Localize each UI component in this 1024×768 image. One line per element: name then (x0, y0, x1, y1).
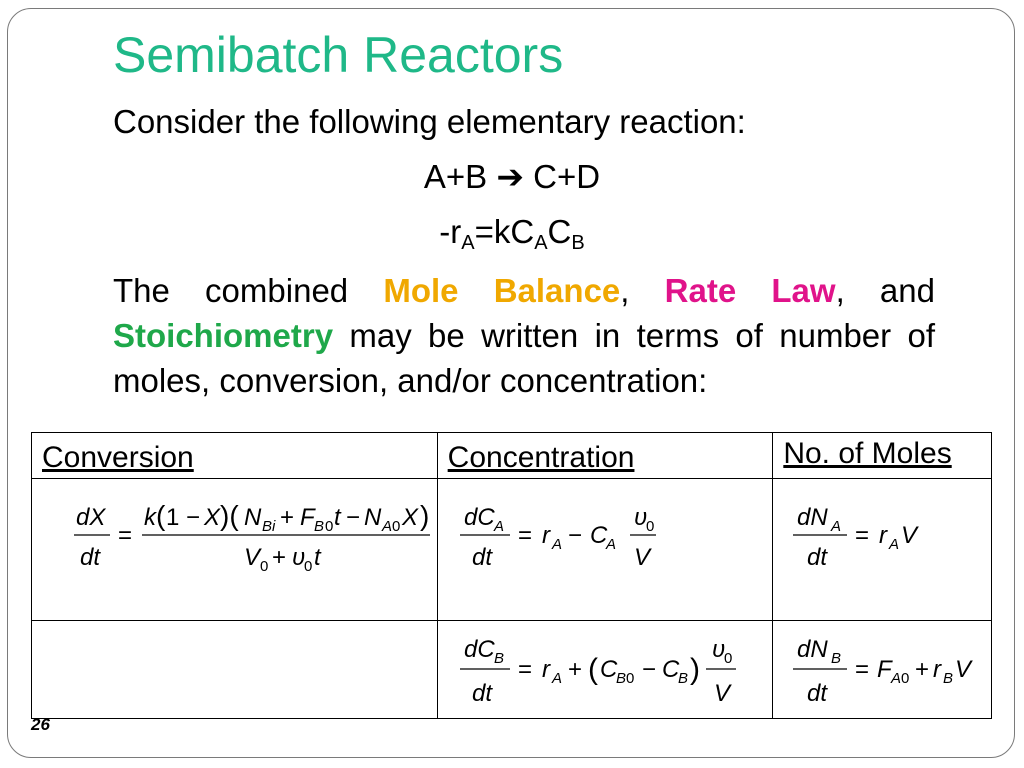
svg-text:A: A (889, 536, 900, 553)
svg-text:V: V (901, 522, 918, 549)
svg-text:C: C (661, 656, 679, 683)
svg-text:+: + (280, 504, 295, 531)
svg-text:dt: dt (80, 544, 101, 571)
svg-text:0: 0 (901, 670, 910, 687)
svg-text:)(: )( (220, 500, 239, 531)
svg-text:r: r (541, 522, 550, 549)
svg-text:A: A (605, 536, 616, 553)
svg-text:dt: dt (471, 680, 492, 707)
svg-text:υ: υ (292, 544, 306, 571)
rate-law-equation: $-r_A=kC_AC_B$ (439, 213, 585, 254)
svg-text:V: V (633, 544, 650, 571)
svg-text:F: F (877, 656, 892, 683)
svg-text:A: A (891, 670, 902, 687)
svg-text:B: B (314, 518, 325, 535)
moles-b-equation (773, 621, 990, 713)
concentration-b-equation (438, 621, 772, 713)
reaction-equation: A+B ➔ C+D (423, 158, 601, 195)
svg-text:=: = (118, 522, 133, 549)
svg-text:B: B (493, 650, 504, 667)
concentration-a-equation (438, 479, 772, 615)
svg-text:r: r (879, 522, 888, 549)
stoichiometry-keyword: Stoichiometry (113, 317, 334, 354)
svg-text:r: r (541, 656, 550, 683)
svg-text:−: − (567, 522, 582, 549)
equations-table (31, 432, 992, 719)
svg-text:0: 0 (625, 670, 634, 687)
description-paragraph: The combined Mole Balance, Rate Law, and Stoichiometry may be written in terms of number of moles, conversion, and/or concentration: (113, 272, 935, 399)
svg-text:0: 0 (392, 518, 401, 535)
svg-text:=: = (517, 522, 532, 549)
svg-text:): ) (689, 653, 700, 686)
svg-text:X: X (402, 504, 419, 531)
svg-text:−: − (346, 504, 361, 531)
svg-text:t: t (334, 504, 341, 531)
svg-text:V: V (713, 680, 730, 707)
header-concentration: Concentration (437, 433, 773, 479)
svg-text:dC: dC (463, 504, 495, 531)
svg-text:C: C (599, 656, 617, 683)
svg-text:(: ( (156, 500, 166, 531)
svg-text:0: 0 (260, 558, 269, 575)
svg-text:=: = (517, 656, 532, 683)
empty-cell (32, 621, 438, 719)
moles-a-equation-cell (773, 479, 992, 621)
svg-text:0: 0 (304, 558, 313, 575)
svg-text:B: B (943, 670, 954, 687)
svg-text:dt: dt (807, 680, 828, 707)
svg-text:): ) (420, 500, 430, 531)
page-number: 26 (31, 715, 50, 734)
svg-text:V: V (955, 656, 972, 683)
svg-text:dN: dN (797, 504, 828, 531)
rate-law-keyword: Rate Law (664, 272, 836, 309)
svg-text:=: = (855, 656, 870, 683)
svg-text:dN: dN (797, 636, 828, 663)
svg-text:A: A (493, 518, 504, 535)
svg-text:A: A (551, 670, 562, 687)
intro-text: Consider the following elementary reaction: (113, 103, 746, 140)
svg-text:−: − (641, 656, 656, 683)
svg-text:A: A (382, 518, 393, 535)
svg-text:dX: dX (76, 504, 106, 531)
svg-text:F: F (300, 504, 315, 531)
svg-text:V: V (244, 544, 261, 571)
svg-text:=: = (855, 522, 870, 549)
svg-text:0: 0 (645, 518, 654, 535)
moles-a-equation (773, 479, 990, 615)
moles-b-equation-cell (773, 621, 992, 719)
svg-text:A: A (551, 536, 562, 553)
svg-text:(: ( (587, 653, 598, 686)
svg-text:dt: dt (471, 544, 492, 571)
svg-text:N: N (364, 504, 382, 531)
svg-text:dC: dC (463, 636, 495, 663)
svg-text:0: 0 (723, 650, 732, 667)
svg-text:+: + (567, 656, 582, 683)
svg-text:0: 0 (325, 518, 334, 535)
svg-text:υ: υ (633, 504, 647, 531)
svg-text:+: + (272, 544, 287, 571)
svg-text:N: N (244, 504, 262, 531)
svg-text:B: B (831, 650, 842, 667)
svg-text:+: + (915, 656, 930, 683)
svg-text:Bi: Bi (262, 518, 276, 535)
concentration-b-equation-cell (437, 621, 773, 719)
svg-text:dt: dt (807, 544, 828, 571)
svg-text:r: r (933, 656, 942, 683)
svg-text:A: A (831, 518, 842, 535)
svg-text:k: k (144, 504, 156, 531)
svg-text:t: t (314, 544, 321, 571)
slide-title: Semibatch Reactors (113, 27, 564, 83)
mole-balance-keyword: Mole Balance (383, 272, 621, 309)
concentration-a-equation-cell (437, 479, 773, 621)
conversion-equation (32, 479, 436, 615)
conversion-equation-cell (32, 479, 438, 621)
svg-text:X: X (204, 504, 221, 531)
svg-text:B: B (615, 670, 626, 687)
header-moles: No. of Moles (773, 433, 992, 479)
svg-text:υ: υ (711, 636, 725, 663)
svg-text:C: C (589, 522, 607, 549)
svg-text:1 −: 1 − (166, 504, 201, 531)
header-conversion: Conversion (32, 433, 438, 479)
svg-text:B: B (677, 670, 688, 687)
